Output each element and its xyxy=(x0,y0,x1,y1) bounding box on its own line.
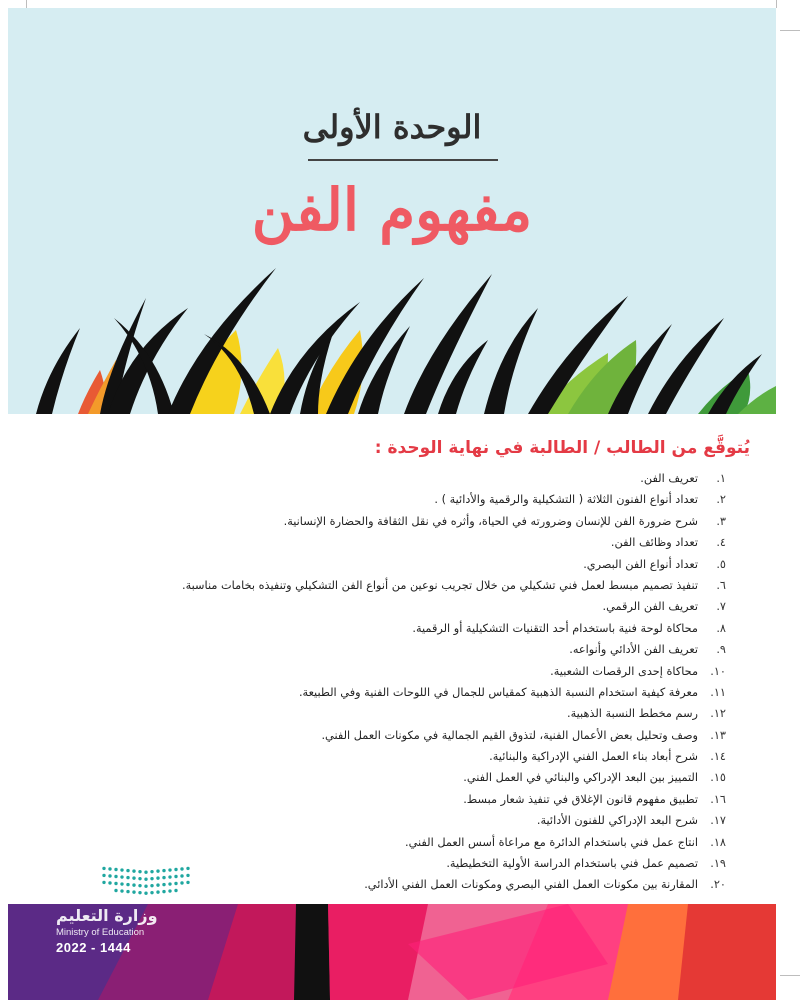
objectives-intro: يُتوقَّع من الطالب / الطالبة في نهاية الوحدة : xyxy=(374,438,750,458)
logo-dot xyxy=(174,868,177,871)
unit-label: الوحدة الأولى xyxy=(302,108,482,146)
logo-dot xyxy=(138,891,141,894)
objective-item xyxy=(106,558,726,579)
objectives-section xyxy=(0,414,800,904)
objective-number: ١٣. xyxy=(710,728,726,742)
logo-dot xyxy=(114,868,117,871)
objective-number: ٣. xyxy=(716,514,726,528)
logo-dot xyxy=(120,882,123,885)
objective-text: محاكاة إحدى الرقصات الشعبية. xyxy=(550,664,698,678)
ministry-name-en: Ministry of Education xyxy=(56,927,145,938)
objective-text: انتاج عمل فني باستخدام الدائرة مع مراعاة أسس العمل الفني. xyxy=(405,835,698,849)
objective-text: تطبيق مفهوم قانون الإغلاق في تنفيذ شعار مبسط. xyxy=(463,792,698,806)
objective-item xyxy=(106,472,726,493)
objective-item xyxy=(106,686,726,707)
objective-text: تعداد أنواع الفنون الثلاثة ( التشكيلية والرقمية والأدائية ) . xyxy=(434,493,698,507)
unit-header xyxy=(8,8,776,414)
logo-dot xyxy=(132,869,135,872)
crop-mark-right-top xyxy=(780,30,800,31)
objective-text: شرح البعد الإدراكي للفنون الأدائية. xyxy=(536,814,698,828)
logo-dot xyxy=(168,875,171,878)
objective-text: تعداد أنواع الفن البصري. xyxy=(583,557,698,571)
objective-item xyxy=(106,729,726,750)
objective-text: شرح أبعاد بناء العمل الفني الإدراكية والبنائية. xyxy=(489,750,698,764)
title-divider xyxy=(308,159,498,161)
logo-dot xyxy=(180,881,183,884)
logo-dot xyxy=(108,867,111,870)
objective-number: ١٥. xyxy=(710,771,726,785)
logo-dot xyxy=(120,875,123,878)
objective-item xyxy=(106,793,726,814)
logo-dot xyxy=(126,869,129,872)
objective-number: ١٤. xyxy=(710,750,726,764)
logo-dot xyxy=(186,881,189,884)
logo-dot xyxy=(114,875,117,878)
objective-number: ٦. xyxy=(716,578,726,592)
objective-number: ٧. xyxy=(716,600,726,614)
logo-dot xyxy=(132,883,135,886)
objective-item xyxy=(106,665,726,686)
objective-number: ٤. xyxy=(716,536,726,550)
objective-text: المقارنة بين مكونات العمل الفني البصري ومكونات العمل الفني الأدائي. xyxy=(364,878,698,892)
objective-number: ١٧. xyxy=(710,814,726,828)
logo-dot xyxy=(144,878,147,881)
objective-number: ١. xyxy=(716,472,726,485)
ministry-name-ar: وزارة التعليم xyxy=(56,906,158,925)
logo-dot xyxy=(150,891,153,894)
logo-dot xyxy=(144,892,147,895)
objective-number: ٥. xyxy=(716,557,726,571)
logo-dot xyxy=(132,890,135,893)
logo-dot xyxy=(162,876,165,879)
objective-item xyxy=(106,771,726,792)
logo-dot xyxy=(150,884,153,887)
logo-dot xyxy=(180,867,183,870)
objective-number: ٨. xyxy=(716,621,726,635)
objective-number: ٢. xyxy=(716,493,726,507)
objective-text: تعريف الفن الأدائي وأنواعه. xyxy=(569,643,698,657)
logo-dot xyxy=(156,883,159,886)
objective-number: ١٨. xyxy=(710,835,726,849)
objective-item xyxy=(106,536,726,557)
objective-number: ٩. xyxy=(716,643,726,657)
logo-dot xyxy=(156,890,159,893)
logo-dot xyxy=(174,882,177,885)
logo-dot xyxy=(126,883,129,886)
logo-dot xyxy=(108,874,111,877)
logo-dot xyxy=(126,876,129,879)
crop-mark-top-right xyxy=(776,0,777,8)
objectives-list xyxy=(106,472,726,900)
objective-number: ١٢. xyxy=(710,707,726,721)
objective-text: رسم مخطط النسبة الذهبية. xyxy=(566,707,698,721)
unit-title: مفهوم الفن xyxy=(251,176,533,244)
objective-text: تصميم عمل فني باستخدام الدراسة الأولية التخطيطية. xyxy=(446,857,698,871)
logo-dot xyxy=(180,874,183,877)
logo-dot xyxy=(138,884,141,887)
objective-text: تنفيذ تصميم مبسط لعمل فني تشكيلي من خلال تجريب نوعين من أنواع الفن التشكيلي وتنفيذه بخامات مناسبة. xyxy=(182,578,698,592)
logo-dot xyxy=(102,881,105,884)
objective-item xyxy=(106,707,726,728)
objective-text: وصف وتحليل بعض الأعمال الفنية، لتذوق القيم الجمالية في مكونات العمل الفني. xyxy=(321,728,698,742)
logo-dot xyxy=(156,876,159,879)
logo-dot xyxy=(150,877,153,880)
objective-item xyxy=(106,836,726,857)
logo-dot xyxy=(102,867,105,870)
ministry-branding xyxy=(56,906,196,955)
objective-item xyxy=(106,878,726,899)
logo-dot xyxy=(132,876,135,879)
logo-dot xyxy=(168,868,171,871)
crop-mark-top-left xyxy=(26,0,27,8)
objective-number: ١٦. xyxy=(710,792,726,806)
logo-dot xyxy=(174,889,177,892)
logo-dot xyxy=(186,867,189,870)
edition-year: 2022 - 1444 xyxy=(56,940,131,955)
crop-mark-right-bottom xyxy=(780,975,800,976)
objective-item xyxy=(106,515,726,536)
grass-illustration xyxy=(8,248,776,414)
objective-text: تعريف الفن. xyxy=(640,472,698,485)
grass-strokes xyxy=(36,268,762,414)
objective-text: معرفة كيفية استخدام النسبة الذهبية كمقياس للجمال في اللوحات الفنية وفي الطبيعة. xyxy=(298,685,698,699)
logo-dot xyxy=(174,875,177,878)
logo-dot xyxy=(108,881,111,884)
logo-dot xyxy=(150,870,153,873)
objective-number: ١٩. xyxy=(710,857,726,871)
objective-text: شرح ضرورة الفن للإنسان وضرورته في الحياة، وأثره في نقل الثقافة والحضارة الإنسانية. xyxy=(283,514,698,528)
logo-dot xyxy=(120,868,123,871)
objective-number: ٢٠. xyxy=(710,878,726,892)
logo-dot xyxy=(168,882,171,885)
ministry-logo-icon xyxy=(100,862,192,898)
objective-item xyxy=(106,750,726,771)
logo-dot xyxy=(120,889,123,892)
objective-item xyxy=(106,600,726,621)
logo-dot xyxy=(162,883,165,886)
objective-item xyxy=(106,493,726,514)
logo-dot xyxy=(138,877,141,880)
objective-number: ١٠. xyxy=(710,664,726,678)
objective-number: ١١. xyxy=(710,685,726,699)
logo-dot xyxy=(186,874,189,877)
objective-text: التمييز بين البعد الإدراكي والبنائي في العمل الفني. xyxy=(463,771,698,785)
logo-dot xyxy=(126,890,129,893)
objective-item xyxy=(106,814,726,835)
objective-item xyxy=(106,622,726,643)
objective-text: تعريف الفن الرقمي. xyxy=(602,600,698,614)
objective-text: تعداد وظائف الفن. xyxy=(610,536,698,550)
logo-dot xyxy=(114,882,117,885)
logo-dot xyxy=(144,885,147,888)
logo-dot xyxy=(162,869,165,872)
logo-dot xyxy=(156,869,159,872)
objective-item xyxy=(106,579,726,600)
logo-dot xyxy=(168,889,171,892)
objective-item xyxy=(106,643,726,664)
logo-dot xyxy=(144,871,147,874)
logo-dot xyxy=(162,890,165,893)
logo-dot xyxy=(114,889,117,892)
logo-dot xyxy=(102,874,105,877)
objective-text: محاكاة لوحة فنية باستخدام أحد التقنيات التشكيلية أو الرقمية. xyxy=(412,621,698,635)
objective-item xyxy=(106,857,726,878)
logo-dot xyxy=(138,870,141,873)
